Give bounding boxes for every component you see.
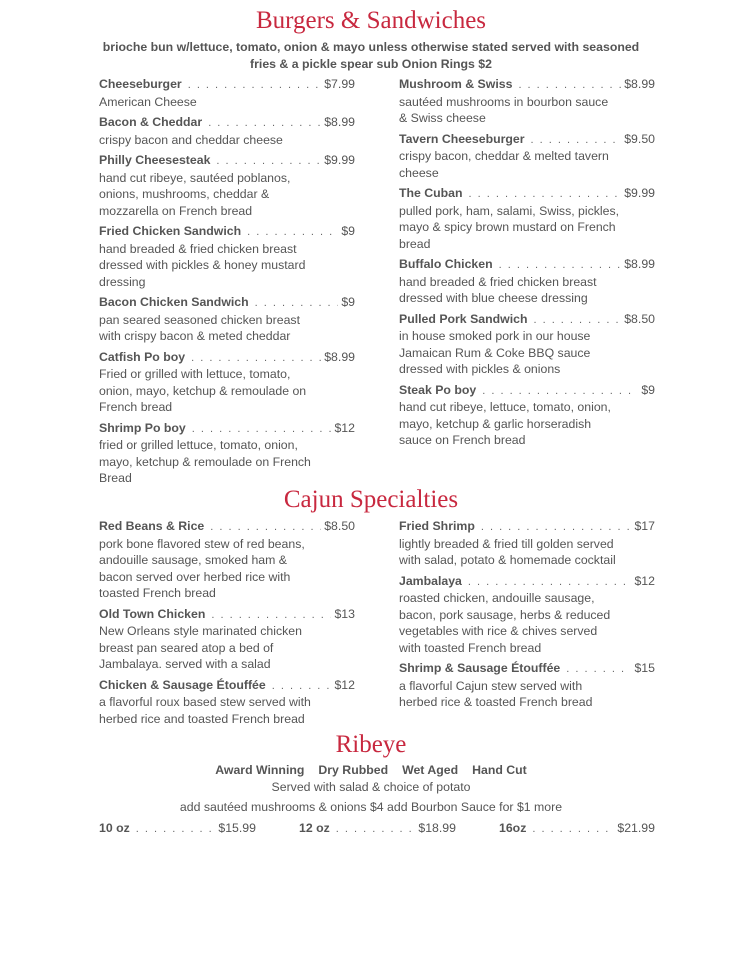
item-name: The Cuban bbox=[399, 186, 463, 200]
dot-leader bbox=[336, 821, 416, 838]
item-name: Shrimp Po boy bbox=[99, 420, 186, 435]
dot-leader bbox=[531, 132, 622, 149]
menu-item bbox=[99, 294, 355, 345]
dot-leader bbox=[191, 350, 321, 367]
dot-leader bbox=[211, 607, 331, 624]
menu-item bbox=[399, 573, 655, 657]
item-name: Catfish Po boy bbox=[99, 349, 186, 364]
item-description: American Cheese bbox=[99, 94, 197, 109]
item-name: Cheeseburger bbox=[99, 77, 182, 91]
menu-item bbox=[399, 185, 655, 252]
item-price: $17 bbox=[634, 519, 655, 533]
item-name: Pulled Pork Sandwich bbox=[399, 311, 528, 326]
item-description: crispy bacon and cheddar cheese bbox=[99, 132, 283, 147]
size-price: $21.99 bbox=[617, 821, 655, 835]
menu-item bbox=[99, 223, 355, 290]
item-name: Philly Cheesesteak bbox=[99, 153, 211, 167]
item-price: $9 bbox=[641, 382, 655, 397]
item-price: $12 bbox=[634, 573, 655, 588]
dot-leader bbox=[247, 224, 338, 241]
item-description: roasted chicken, andouille sausage, bacon, pork sausage, herbs & reduced vegetables with rice & chives served with toasted French bread bbox=[399, 591, 611, 655]
item-description: sautéed mushrooms in bourbon sauce & Swiss cheese bbox=[399, 94, 609, 125]
item-name: Old Town Chicken bbox=[99, 606, 206, 621]
item-name: Jambalaya bbox=[399, 573, 462, 588]
item-description: fried or grilled lettuce, tomato, onion, mayo, ketchup & remoulade on French Bread bbox=[99, 438, 311, 485]
menu-item bbox=[399, 256, 655, 307]
item-price: $8.99 bbox=[324, 115, 355, 129]
item-description: pork bone flavored stew of red beans, andouille sausage, smoked ham & bacon served over herbed rice with toasted French bread bbox=[99, 536, 305, 600]
ribeye-tag: Wet Aged bbox=[402, 763, 459, 777]
burgers-left-column bbox=[99, 76, 355, 491]
item-description: lightly breaded & fried till golden served with salad, potato & homemade cocktail bbox=[399, 536, 616, 567]
dot-leader bbox=[272, 678, 332, 695]
menu-item bbox=[399, 131, 655, 182]
ribeye-tags bbox=[0, 762, 742, 779]
item-price: $8.50 bbox=[624, 311, 655, 326]
item-price: $9.50 bbox=[624, 131, 655, 146]
item-price: $8.99 bbox=[624, 77, 655, 91]
menu-item bbox=[99, 677, 355, 728]
item-price: $9.99 bbox=[324, 153, 355, 167]
dot-leader bbox=[468, 574, 632, 591]
item-price: $15 bbox=[634, 661, 655, 675]
cajun-right-column bbox=[399, 518, 655, 715]
dot-leader bbox=[192, 421, 332, 438]
size-name: 10 oz bbox=[99, 821, 130, 835]
ribeye-tag: Hand Cut bbox=[472, 763, 527, 777]
ribeye-size-row bbox=[299, 820, 456, 838]
size-name: 16oz bbox=[499, 821, 527, 835]
menu-item bbox=[99, 518, 355, 602]
dot-leader bbox=[210, 519, 321, 536]
item-description: a flavorful roux based stew served with herbed rice and toasted French bread bbox=[99, 695, 311, 726]
section-title-burgers: Burgers & Sandwiches bbox=[255, 7, 487, 34]
item-description: Fried or grilled with lettuce, tomato, onion, mayo, ketchup & remoulade on French bread bbox=[99, 367, 307, 414]
size-name: 12 oz bbox=[299, 821, 330, 835]
dot-leader bbox=[481, 519, 632, 536]
menu-item bbox=[399, 518, 655, 569]
dot-leader bbox=[532, 821, 614, 838]
ribeye-tag: Award Winning bbox=[215, 763, 305, 777]
item-price: $9.99 bbox=[624, 186, 655, 200]
dot-leader bbox=[482, 383, 638, 400]
item-price: $8.99 bbox=[324, 349, 355, 364]
item-description: a flavorful Cajun stew served with herbed rice & toasted French bread bbox=[399, 678, 593, 709]
ribeye-size-row bbox=[499, 820, 655, 838]
item-description: crispy bacon, cheddar & melted tavern cheese bbox=[399, 149, 609, 180]
item-name: Red Beans & Rice bbox=[99, 519, 205, 533]
item-description: pulled pork, ham, salami, Swiss, pickles, mayo & spicy brown mustard on French bread bbox=[399, 203, 620, 251]
menu-item bbox=[399, 76, 655, 127]
item-description: in house smoked pork in our house Jamaican Rum & Coke BBQ sauce dressed with pickles & onions bbox=[399, 329, 591, 376]
menu-item bbox=[99, 606, 355, 673]
ribeye-served: Served with salad & choice of potato bbox=[271, 780, 471, 794]
dot-leader bbox=[216, 153, 321, 170]
item-price: $13 bbox=[334, 606, 355, 621]
item-name: Bacon Chicken Sandwich bbox=[99, 295, 249, 309]
menu-item bbox=[399, 311, 655, 378]
dot-leader bbox=[188, 77, 322, 94]
item-price: $8.50 bbox=[324, 519, 355, 533]
item-price: $12 bbox=[334, 677, 355, 692]
item-price: $7.99 bbox=[324, 77, 355, 91]
burgers-intro: brioche bun w/lettuce, tomato, onion & mayo unless otherwise stated served with seasoned fries & a pickle spear sub Onion Rings $2 bbox=[102, 40, 640, 71]
item-description: hand breaded & fried chicken breast dressed with blue cheese dressing bbox=[399, 274, 597, 305]
dot-leader bbox=[499, 257, 622, 274]
item-price: $12 bbox=[334, 420, 355, 435]
item-description: New Orleans style marinated chicken breast pan seared atop a bed of Jambalaya. served with a salad bbox=[99, 624, 302, 671]
item-price: $8.99 bbox=[624, 257, 655, 271]
item-name: Buffalo Chicken bbox=[399, 257, 493, 271]
item-name: Bacon & Cheddar bbox=[99, 115, 203, 129]
item-name: Shrimp & Sausage Étouffée bbox=[399, 661, 561, 675]
item-name: Fried Shrimp bbox=[399, 519, 475, 533]
menu-item bbox=[399, 660, 655, 711]
item-price: $9 bbox=[341, 224, 355, 238]
ribeye-addons: add sautéed mushrooms & onions $4 add Bourbon Sauce for $1 more bbox=[179, 800, 563, 814]
ribeye-size-row bbox=[99, 820, 256, 838]
item-description: hand cut ribeye, sautéed poblanos, onions, mushrooms, cheddar & mozzarella on French bread bbox=[99, 170, 291, 218]
dot-leader bbox=[208, 115, 321, 132]
dot-leader bbox=[469, 186, 622, 203]
menu-item bbox=[99, 76, 355, 110]
section-title-cajun: Cajun Specialties bbox=[283, 486, 459, 513]
dot-leader bbox=[518, 77, 621, 94]
item-name: Chicken & Sausage Étouffée bbox=[99, 677, 266, 692]
menu-item bbox=[99, 152, 355, 219]
item-name: Fried Chicken Sandwich bbox=[99, 224, 242, 238]
size-price: $15.99 bbox=[218, 821, 256, 835]
cajun-left-column bbox=[99, 518, 355, 731]
dot-leader bbox=[566, 661, 631, 678]
size-price: $18.99 bbox=[418, 821, 456, 835]
item-name: Tavern Cheeseburger bbox=[399, 131, 525, 146]
item-description: pan seared seasoned chicken breast with crispy bacon & meted cheddar bbox=[99, 312, 300, 343]
dot-leader bbox=[136, 821, 216, 838]
menu-item bbox=[99, 114, 355, 148]
burgers-right-column bbox=[399, 76, 655, 453]
menu-item bbox=[399, 382, 655, 449]
ribeye-tag: Dry Rubbed bbox=[318, 763, 389, 777]
item-name: Mushroom & Swiss bbox=[399, 77, 513, 91]
section-title-ribeye: Ribeye bbox=[335, 731, 407, 758]
menu-item bbox=[99, 420, 355, 487]
menu-item bbox=[99, 349, 355, 416]
dot-leader bbox=[255, 295, 339, 312]
item-description: hand cut ribeye, lettuce, tomato, onion, mayo, ketchup & garlic horseradish sauce on French bread bbox=[399, 400, 611, 447]
item-description: hand breaded & fried chicken breast dressed with pickles & honey mustard dressing bbox=[99, 241, 306, 289]
dot-leader bbox=[533, 312, 621, 329]
item-price: $9 bbox=[341, 295, 355, 309]
item-name: Steak Po boy bbox=[399, 382, 477, 397]
